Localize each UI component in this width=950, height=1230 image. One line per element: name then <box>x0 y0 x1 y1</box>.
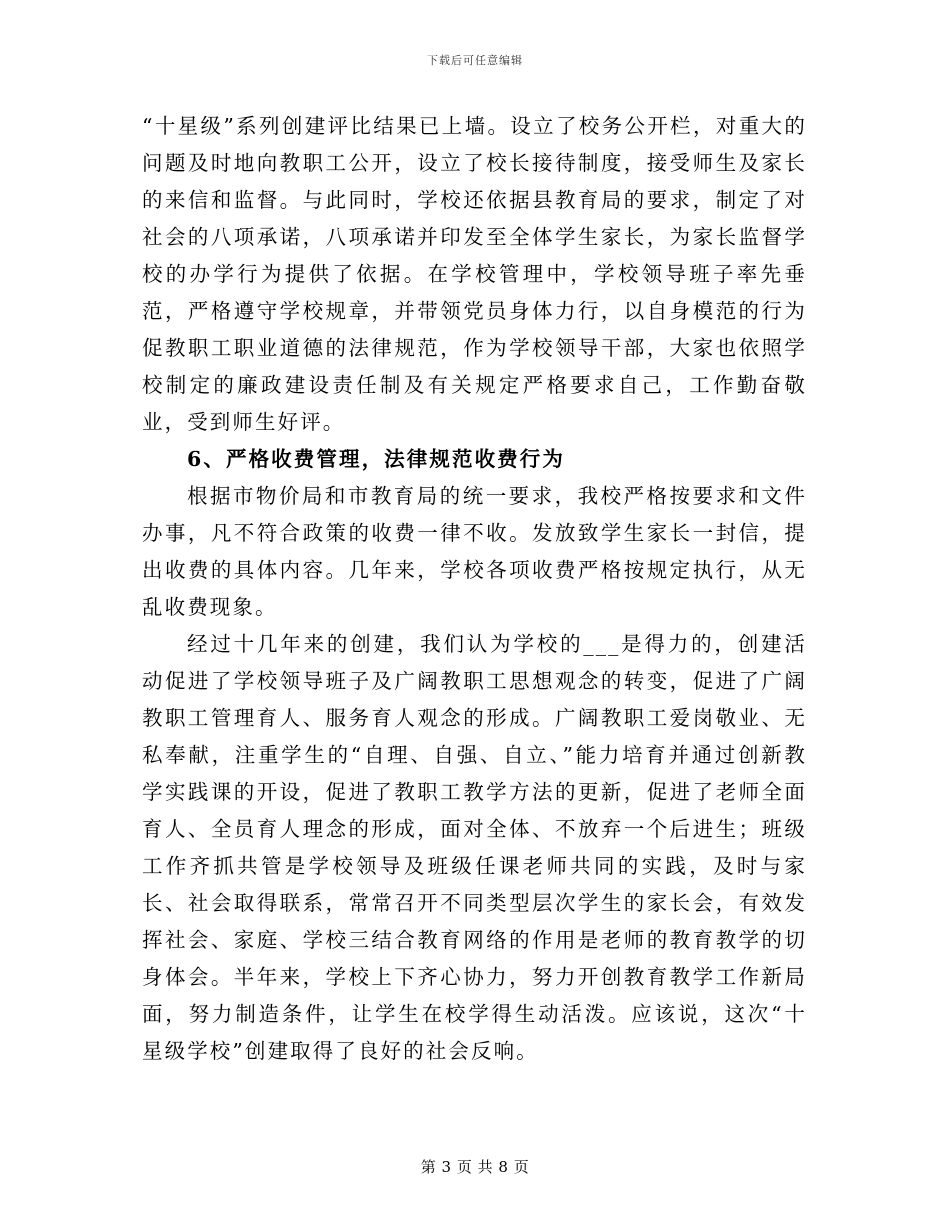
paragraph-continued: “十星级”系列创建评比结果已上墙。设立了校务公开栏，对重大的问题及时地向教职工公开，设立了校长接待制度，接受师生及家长的来信和监督。与此同时，学校还依据县教育局的要求，制定了对社会的八项承诺，八项承诺并印发至全体学生家长，为家长监督学校的办学行为提供了依据。在学校管理中，学校领导班子率先垂范，严格遵守学校规章，并带领党员身体力行，以自身模范的行为促教职工职业道德的法律规范，作为学校领导干部，大家也依照学校制定的廉政建设责任制及有关规定严格要求自己，工作勤奋敬业，受到师生好评。 <box>142 114 807 434</box>
paragraph-fees: 根据市物价局和市教育局的统一要求，我校严格按要求和文件办事，凡不符合政策的收费一律不收。发放致学生家长一封信，提出收费的具体内容。几年来，学校各项收费严格按规定执行，从无乱收费现象。 <box>142 484 807 619</box>
document-body <box>142 108 807 1070</box>
header-download-note: 下载后可任意编辑 <box>427 54 523 67</box>
paragraph-summary: 经过十几年来的创建，我们认为学校的___是得力的，创建活动促进了学校领导班子及广阔教职工思想观念的转变，促进了广阔教职工管理育人、服务育人观念的形成。广阔教职工爱岗敬业、无私奉献，注重学生的“自理、自强、自立、”能力培育并通过创新教学实践课的开设，促进了教职工教学方法的更新，促进了老师全面育人、全员育人理念的形成，面对全体、不放弃一个后进生；班级工作齐抓共管是学校领导及班级任课老师共同的实践，及时与家长、社会取得联系，常常召开不同类型层次学生的家长会，有效发挥社会、家庭、学校三结合教育网络的作用是老师的教育教学的切身体会。半年来，学校上下齐心协力，努力开创教育教学工作新局面，努力制造条件，让学生在校学得生动活泼。应该说，这次“十星级学校”创建取得了良好的社会反响。 <box>142 632 807 1063</box>
section-heading-6: 6、严格收费管理，法律规范收费行为 <box>187 447 565 471</box>
page-number-footer: 第 3 页 共 8 页 <box>420 1158 530 1176</box>
